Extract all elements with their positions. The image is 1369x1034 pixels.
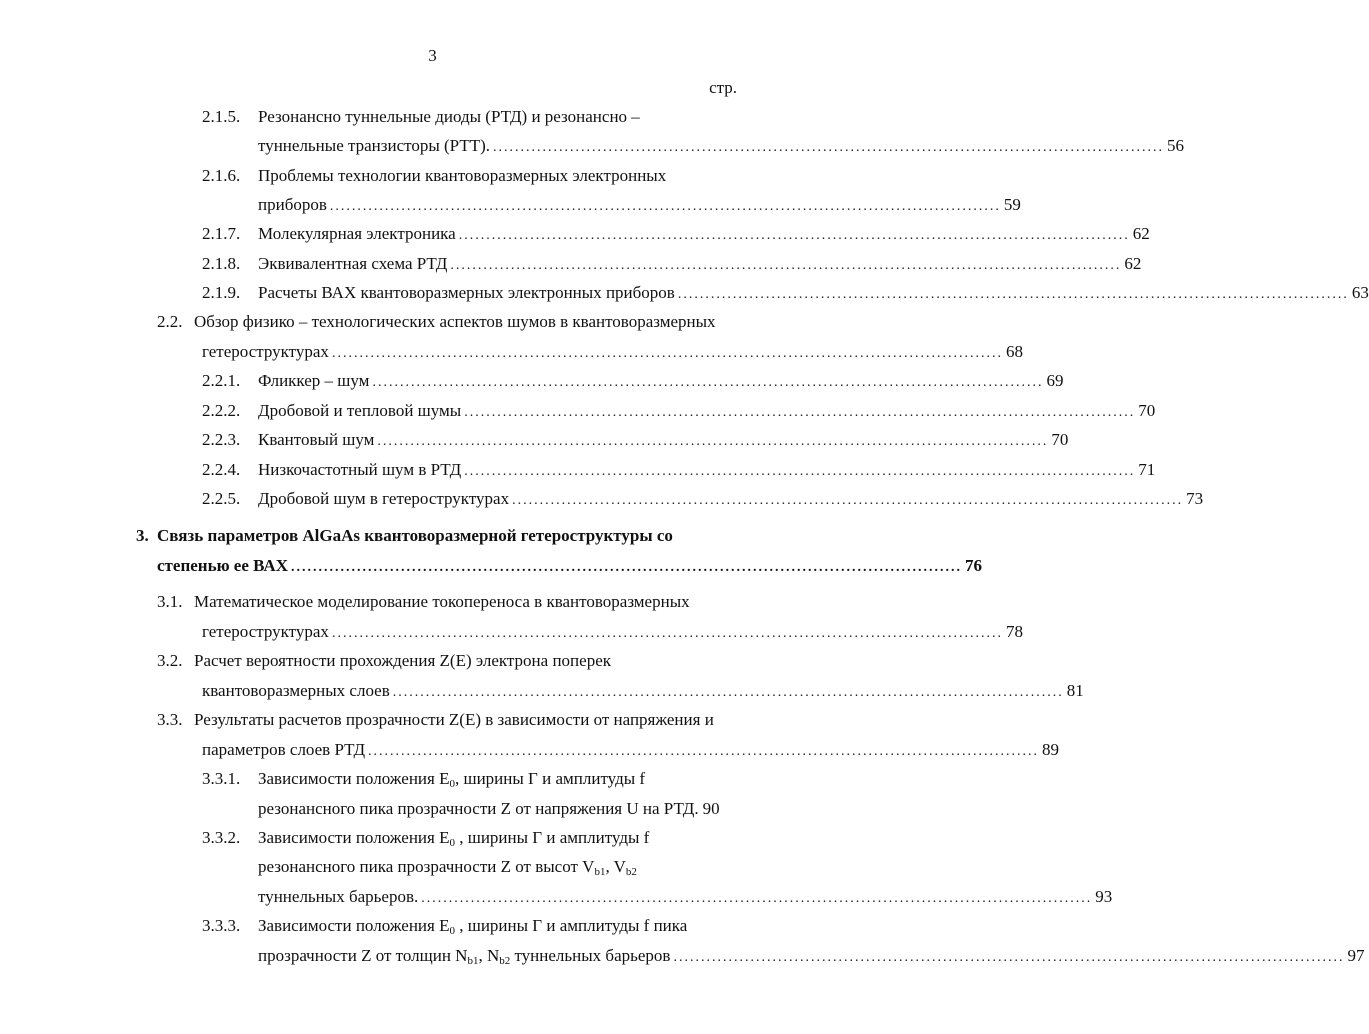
- entry-title: [258, 946, 670, 966]
- leader-dots: ..........................................................................................................................: [392, 685, 1064, 700]
- entry-title-line: Результаты расчетов прозрачности Z(E) в зависимости от напряжения и: [194, 710, 714, 729]
- entry-title-line: Расчет вероятности прохождения Z(E) электрона поперек: [194, 651, 611, 670]
- leader-dots: ..........................................................................................................................: [464, 405, 1136, 420]
- entry-number: 3.1.: [157, 592, 183, 611]
- entry-title: Молекулярная электроника: [258, 224, 456, 243]
- title-fragment: Зависимости положения E: [258, 769, 450, 788]
- entry-page: 89: [1042, 740, 1060, 759]
- leader-dots: ..........................................................................................................................: [331, 346, 1003, 361]
- entry-title-line: [258, 828, 649, 848]
- entry-title: квантоворазмерных слоев: [202, 681, 390, 700]
- entry-number: 2.2.4.: [202, 460, 241, 479]
- leader-dots: ..........................................................................................................................: [458, 228, 1130, 243]
- leader-dots: ..........................................................................................................................: [372, 375, 1044, 390]
- entry-title-line: [258, 769, 645, 789]
- title-fragment: Зависимости положения E: [258, 916, 450, 935]
- entry-title: Низкочастотный шум в РТД: [258, 460, 462, 479]
- subscript: 0: [449, 778, 455, 790]
- toc-entry[interactable]: [258, 136, 1185, 156]
- page-number: 3: [428, 46, 437, 65]
- entry-page: 90: [702, 799, 720, 818]
- title-fragment: , ширины Г и амплитуды f: [454, 769, 646, 788]
- leader-dots: ..........................................................................................................................: [512, 493, 1184, 508]
- leader-dots: ..........................................................................................................................: [368, 744, 1040, 759]
- leader-dots: ..........................................................................................................................: [377, 434, 1049, 449]
- toc-entry[interactable]: [258, 946, 1365, 967]
- entry-page: 70: [1138, 401, 1156, 420]
- entry-title: параметров слоев РТД: [202, 740, 366, 759]
- toc-entry[interactable]: [202, 740, 1060, 760]
- toc-entry[interactable]: [258, 887, 1113, 907]
- entry-number: 2.1.7.: [202, 224, 241, 243]
- leader-dots: ..........................................................................................................................: [464, 464, 1136, 479]
- leader-dots: ..........................................................................................................................: [329, 199, 1001, 214]
- title-fragment: , ширины Г и амплитуды f пика: [454, 916, 688, 935]
- entry-page: 76: [964, 556, 982, 575]
- toc-entry[interactable]: [258, 283, 1369, 303]
- leader-dots: ..........................................................................................................................: [421, 891, 1093, 906]
- leader-dots: ..........................................................................................................................: [331, 626, 1003, 641]
- entry-number: 2.1.6.: [202, 166, 241, 185]
- entry-number: 2.2.: [157, 312, 183, 331]
- entry-title: Дробовой шум в гетероструктурах: [258, 489, 510, 508]
- chapter-number: 3.: [136, 526, 149, 545]
- entry-number: 2.2.1.: [202, 371, 241, 390]
- entry-title: Эквивалентная схема РТД: [258, 254, 448, 273]
- entry-title: туннельные транзисторы (РТТ).: [258, 136, 491, 155]
- subscript: 0: [449, 925, 455, 937]
- toc-entry[interactable]: [202, 342, 1023, 362]
- entry-page: 56: [1167, 136, 1185, 155]
- entry-page: 69: [1046, 371, 1064, 390]
- entry-title: Дробовой и тепловой шумы: [258, 401, 462, 420]
- entry-title: гетероструктурах: [202, 622, 329, 641]
- title-fragment: Зависимости положения E: [258, 828, 450, 847]
- title-fragment: , ширины Г и амплитуды f: [454, 828, 650, 847]
- leader-dots: ..........................................................................................................................: [450, 258, 1122, 273]
- toc-entry[interactable]: [258, 224, 1150, 244]
- entry-number: 3.3.1.: [202, 769, 241, 788]
- toc-entry[interactable]: [258, 489, 1204, 509]
- subscript: b1: [467, 955, 479, 967]
- entry-number: 3.3.2.: [202, 828, 241, 847]
- toc-entry[interactable]: [258, 460, 1156, 480]
- entry-page: 71: [1138, 460, 1156, 479]
- entry-number: 2.2.2.: [202, 401, 241, 420]
- entry-page: 93: [1095, 887, 1113, 906]
- entry-number: 2.2.5.: [202, 489, 241, 508]
- entry-title-line: Резонансно туннельные диоды (РТД) и резонансно –: [258, 107, 640, 126]
- toc-entry[interactable]: [202, 681, 1084, 701]
- leader-dots: ..........................................................................................................................: [677, 287, 1349, 302]
- entry-page: 59: [1003, 195, 1021, 214]
- entry-number: 3.2.: [157, 651, 183, 670]
- entry-page: 73: [1186, 489, 1204, 508]
- chapter-title: степенью ее ВАХ: [157, 556, 288, 575]
- entry-title: гетероструктурах: [202, 342, 329, 361]
- entry-title-line: [258, 857, 637, 877]
- page-column-label: стр.: [709, 78, 737, 97]
- toc-entry[interactable]: [258, 254, 1142, 274]
- leader-dots: ..........................................................................................................................: [673, 950, 1345, 965]
- entry-page: 63: [1351, 283, 1369, 302]
- entry-page: 70: [1051, 430, 1069, 449]
- entry-number: 2.1.5.: [202, 107, 241, 126]
- subscript: b1: [594, 866, 606, 878]
- entry-page: 81: [1066, 681, 1084, 700]
- entry-title-line: Обзор физико – технологических аспектов шумов в квантоворазмерных: [194, 312, 716, 331]
- entry-number: 2.1.9.: [202, 283, 241, 302]
- entry-number: 2.2.3.: [202, 430, 241, 449]
- title-fragment: , N: [478, 946, 500, 965]
- leader-dots: ..........................................................................................................................: [493, 140, 1165, 155]
- title-fragment: резонансного пика прозрачности Z от высот V: [258, 857, 595, 876]
- toc-entry[interactable]: [258, 799, 739, 819]
- chapter-title-line: Связь параметров AlGaAs квантоворазмерной гетероструктуры со: [157, 526, 673, 545]
- toc-entry[interactable]: [258, 371, 1064, 391]
- subscript: b2: [625, 866, 637, 878]
- leader-dots: ..........................................................................................................................: [290, 560, 962, 575]
- subscript: b2: [499, 955, 511, 967]
- entry-title: Фликкер – шум: [258, 371, 370, 390]
- toc-entry[interactable]: [258, 195, 1021, 215]
- entry-page: 78: [1005, 622, 1023, 641]
- title-fragment: туннельных барьеров: [510, 946, 671, 965]
- entry-title: Расчеты ВАХ квантоворазмерных электронных приборов: [258, 283, 675, 302]
- toc-entry[interactable]: [258, 430, 1069, 450]
- entry-number: 3.3.3.: [202, 916, 241, 935]
- title-fragment: прозрачности Z от толщин N: [258, 946, 468, 965]
- entry-number: 3.3.: [157, 710, 183, 729]
- entry-page: 62: [1132, 224, 1150, 243]
- entry-number: 2.1.8.: [202, 254, 241, 273]
- entry-title-line: Проблемы технологии квантоворазмерных электронных: [258, 166, 667, 185]
- toc-entry[interactable]: [202, 622, 1023, 642]
- toc-entry-chapter[interactable]: [157, 556, 982, 576]
- subscript: 0: [449, 837, 455, 849]
- entry-title: приборов: [258, 195, 327, 214]
- entry-title-line: [258, 916, 687, 936]
- toc-entry[interactable]: [258, 401, 1156, 421]
- entry-title: резонансного пика прозрачности Z от напряжения U на РТД.: [258, 799, 699, 818]
- entry-title: Квантовый шум: [258, 430, 375, 449]
- entry-page: 68: [1005, 342, 1023, 361]
- entry-title: туннельных барьеров.: [258, 887, 419, 906]
- entry-page: 97: [1347, 946, 1365, 965]
- entry-title-line: Математическое моделирование токопереноса в квантоворазмерных: [194, 592, 690, 611]
- title-fragment: , V: [605, 857, 626, 876]
- entry-page: 62: [1124, 254, 1142, 273]
